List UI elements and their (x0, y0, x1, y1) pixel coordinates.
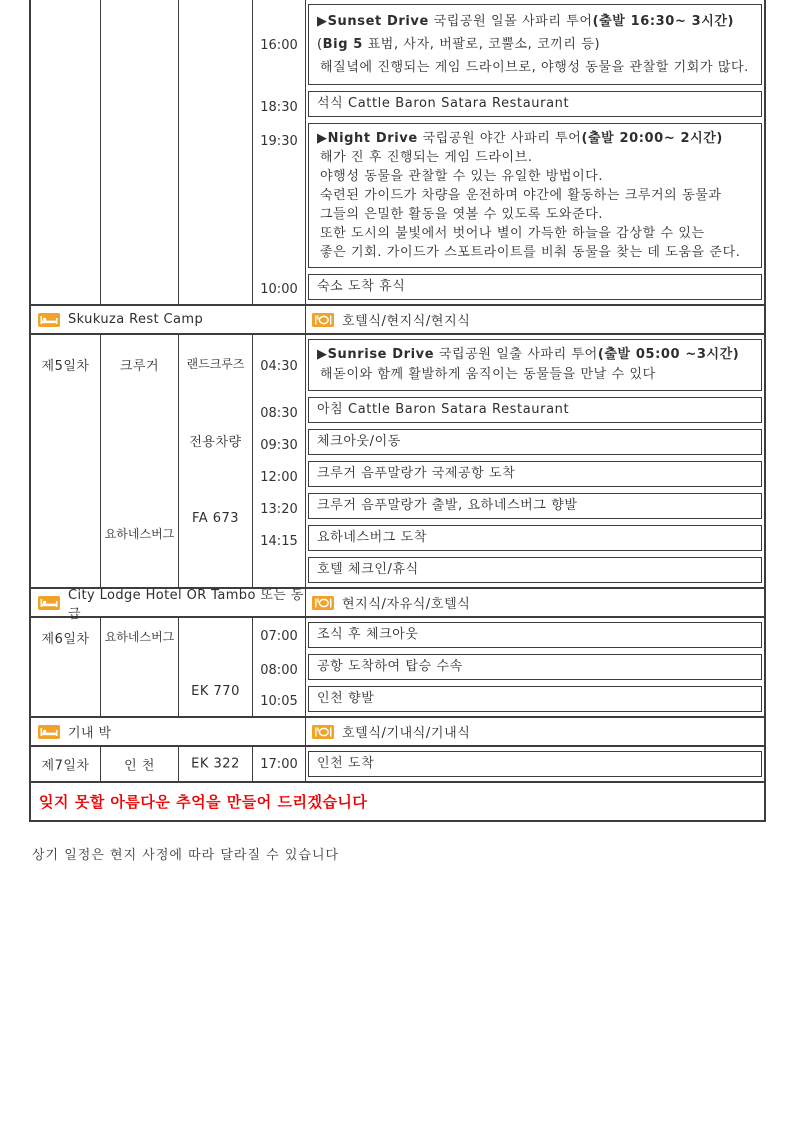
day7-day-cell (31, 747, 101, 781)
hotel-name: 기내 박 (68, 726, 112, 741)
time-cell: 16:00 (253, 0, 306, 91)
activity-line: 좋은 기회. 가이드가 스포트라이트를 비춰 동물을 찾는 데 도움을 준다. (320, 245, 741, 260)
time-cell: 18:30 (253, 91, 306, 123)
activity-line: 그들의 은밀한 활동을 엿볼 수 있도록 도와준다. (320, 207, 604, 222)
schedule-row (253, 654, 764, 686)
schedule-desc: 크루거 음푸말랑가 국제공항 도착 (308, 461, 762, 487)
schedule-disclaimer: 상기 일정은 현지 사정에 따라 달라질 수 있습니다 (32, 848, 340, 863)
closing-message-row (29, 783, 766, 822)
day4-location-cell (101, 0, 179, 304)
time-cell: 09:30 (253, 429, 306, 461)
time-cell: 12:00 (253, 461, 306, 493)
day-label: 제5일차 (41, 359, 90, 374)
schedule-row (253, 557, 764, 587)
day4-block (29, 0, 766, 306)
time-cell: 10:05 (253, 686, 306, 716)
time-cell (253, 557, 306, 587)
day7-schedule (253, 747, 764, 781)
day4-day-cell (31, 0, 101, 304)
day5-transport-cell (179, 335, 253, 587)
day4-transport-cell (179, 0, 253, 304)
day5-schedule (253, 335, 764, 587)
lodging-row (29, 587, 766, 622)
activity-line: 숙련된 가이드가 차량을 운전하며 야간에 활동하는 크루거의 동물과 (320, 188, 722, 203)
day7-location-cell (101, 747, 179, 781)
schedule-row (253, 461, 764, 493)
day-label: 제6일차 (41, 632, 90, 647)
schedule-desc: 공항 도착하여 탑승 수속 (308, 654, 762, 680)
day6-transport-cell (179, 618, 253, 716)
schedule-row (253, 0, 764, 91)
time-cell: 17:00 (253, 747, 306, 781)
lodging-hotel-cell (31, 718, 306, 745)
location-label: 요하네스버그 (104, 630, 175, 644)
meals-text: 현지식/자유식/호텔식 (342, 597, 471, 612)
hotel-name: City Lodge Hotel OR Tambo 또는 동급 (68, 587, 304, 622)
bed-icon (38, 725, 60, 739)
time-cell: 08:00 (253, 654, 306, 686)
day5-location-cell (101, 335, 179, 587)
flight-number: EK 770 (191, 684, 240, 699)
schedule-desc (308, 4, 762, 85)
schedule-row (253, 618, 764, 654)
day7-block (29, 747, 766, 783)
location-label: 요하네스버그 (104, 527, 175, 541)
day7-transport-cell (179, 747, 253, 781)
activity-line: 해가 진 후 진행되는 게임 드라이브. (320, 150, 533, 165)
lodging-meals-cell (306, 589, 764, 616)
dining-icon (312, 725, 334, 739)
activity-title: ▶Sunrise Drive 국립공원 일출 사파리 투어(출발 05:00 ~3시간) (317, 347, 740, 362)
schedule-desc: 요하네스버그 도착 (308, 525, 762, 551)
day5-block (29, 335, 766, 589)
location-label: 크루거 (119, 359, 160, 374)
activity-line: 또한 도시의 불빛에서 벗어나 별이 가득한 하늘을 감상할 수 있는 (320, 226, 705, 241)
transport-label: 전용차량 (189, 435, 242, 450)
schedule-row (253, 525, 764, 557)
transport-label: 랜드크루즈 (186, 357, 245, 371)
time-cell: 13:20 (253, 493, 306, 525)
schedule-row (253, 429, 764, 461)
day4-schedule (253, 0, 764, 304)
activity-title: ▶Night Drive 국립공원 야간 사파리 투어(출발 20:00~ 2시간) (317, 131, 723, 146)
day-label: 제7일차 (41, 758, 90, 774)
time-cell: 08:30 (253, 397, 306, 429)
meals-text: 호텔식/현지식/현지식 (342, 314, 471, 329)
time-cell: 19:30 (253, 123, 306, 274)
lodging-hotel-cell (31, 306, 306, 333)
schedule-row (253, 335, 764, 397)
lodging-meals-cell (306, 718, 764, 745)
schedule-desc: 숙소 도착 휴식 (308, 274, 762, 300)
activity-line: 해돋이와 함께 활발하게 움직이는 동물들을 만날 수 있다 (320, 367, 656, 382)
schedule-desc: 아침 Cattle Baron Satara Restaurant (308, 397, 762, 423)
day6-location-cell (101, 618, 179, 716)
schedule-desc: 인천 향발 (308, 686, 762, 712)
day6-day-cell (31, 618, 101, 716)
flight-number: FA 673 (191, 511, 240, 526)
day6-schedule (253, 618, 764, 716)
time-cell: 14:15 (253, 525, 306, 557)
flight-number: EK 322 (191, 756, 240, 772)
location-label: 인 천 (124, 758, 155, 774)
schedule-row (253, 123, 764, 274)
schedule-row (253, 686, 764, 716)
schedule-row (253, 493, 764, 525)
activity-line: (Big 5 표범, 사자, 버팔로, 코뿔소, 코끼리 등) (317, 37, 601, 52)
bed-icon (38, 596, 60, 610)
activity-line: 해질녘에 진행되는 게임 드라이브로, 야행성 동물을 관찰할 기회가 많다. (320, 60, 749, 75)
day6-block (29, 618, 766, 718)
time-cell: 10:00 (253, 274, 306, 304)
lodging-meals-cell (306, 306, 764, 333)
schedule-row (253, 397, 764, 429)
schedule-row (253, 274, 764, 304)
schedule-desc: 인천 도착 (308, 751, 762, 777)
dining-icon (312, 313, 334, 327)
schedule-desc: 석식 Cattle Baron Satara Restaurant (308, 91, 762, 117)
schedule-desc: 크루거 음푸말랑가 출발, 요하네스버그 향발 (308, 493, 762, 519)
hotel-name: Skukuza Rest Camp (68, 312, 204, 327)
dining-icon (312, 596, 334, 610)
schedule-desc: 조식 후 체크아웃 (308, 622, 762, 648)
schedule-desc: 체크아웃/이동 (308, 429, 762, 455)
time-cell: 07:00 (253, 618, 306, 654)
schedule-row (253, 91, 764, 123)
day5-day-cell (31, 335, 101, 587)
schedule-row (253, 747, 764, 781)
itinerary-table (29, 0, 766, 822)
lodging-row (29, 306, 766, 335)
lodging-hotel-cell (31, 587, 306, 622)
time-cell: 04:30 (253, 335, 306, 397)
meals-text: 호텔식/기내식/기내식 (342, 726, 471, 741)
activity-line: 야행성 동물을 관찰할 수 있는 유일한 방법이다. (320, 169, 604, 184)
lodging-row (29, 718, 766, 747)
schedule-desc: 호텔 체크인/휴식 (308, 557, 762, 583)
activity-title: ▶Sunset Drive 국립공원 일몰 사파리 투어(출발 16:30~ 3시간) (317, 14, 735, 29)
closing-message: 잊지 못할 아름다운 추억을 만들어 드리겠습니다 (39, 793, 368, 811)
schedule-desc (308, 339, 762, 391)
bed-icon (38, 313, 60, 327)
schedule-desc (308, 123, 762, 268)
